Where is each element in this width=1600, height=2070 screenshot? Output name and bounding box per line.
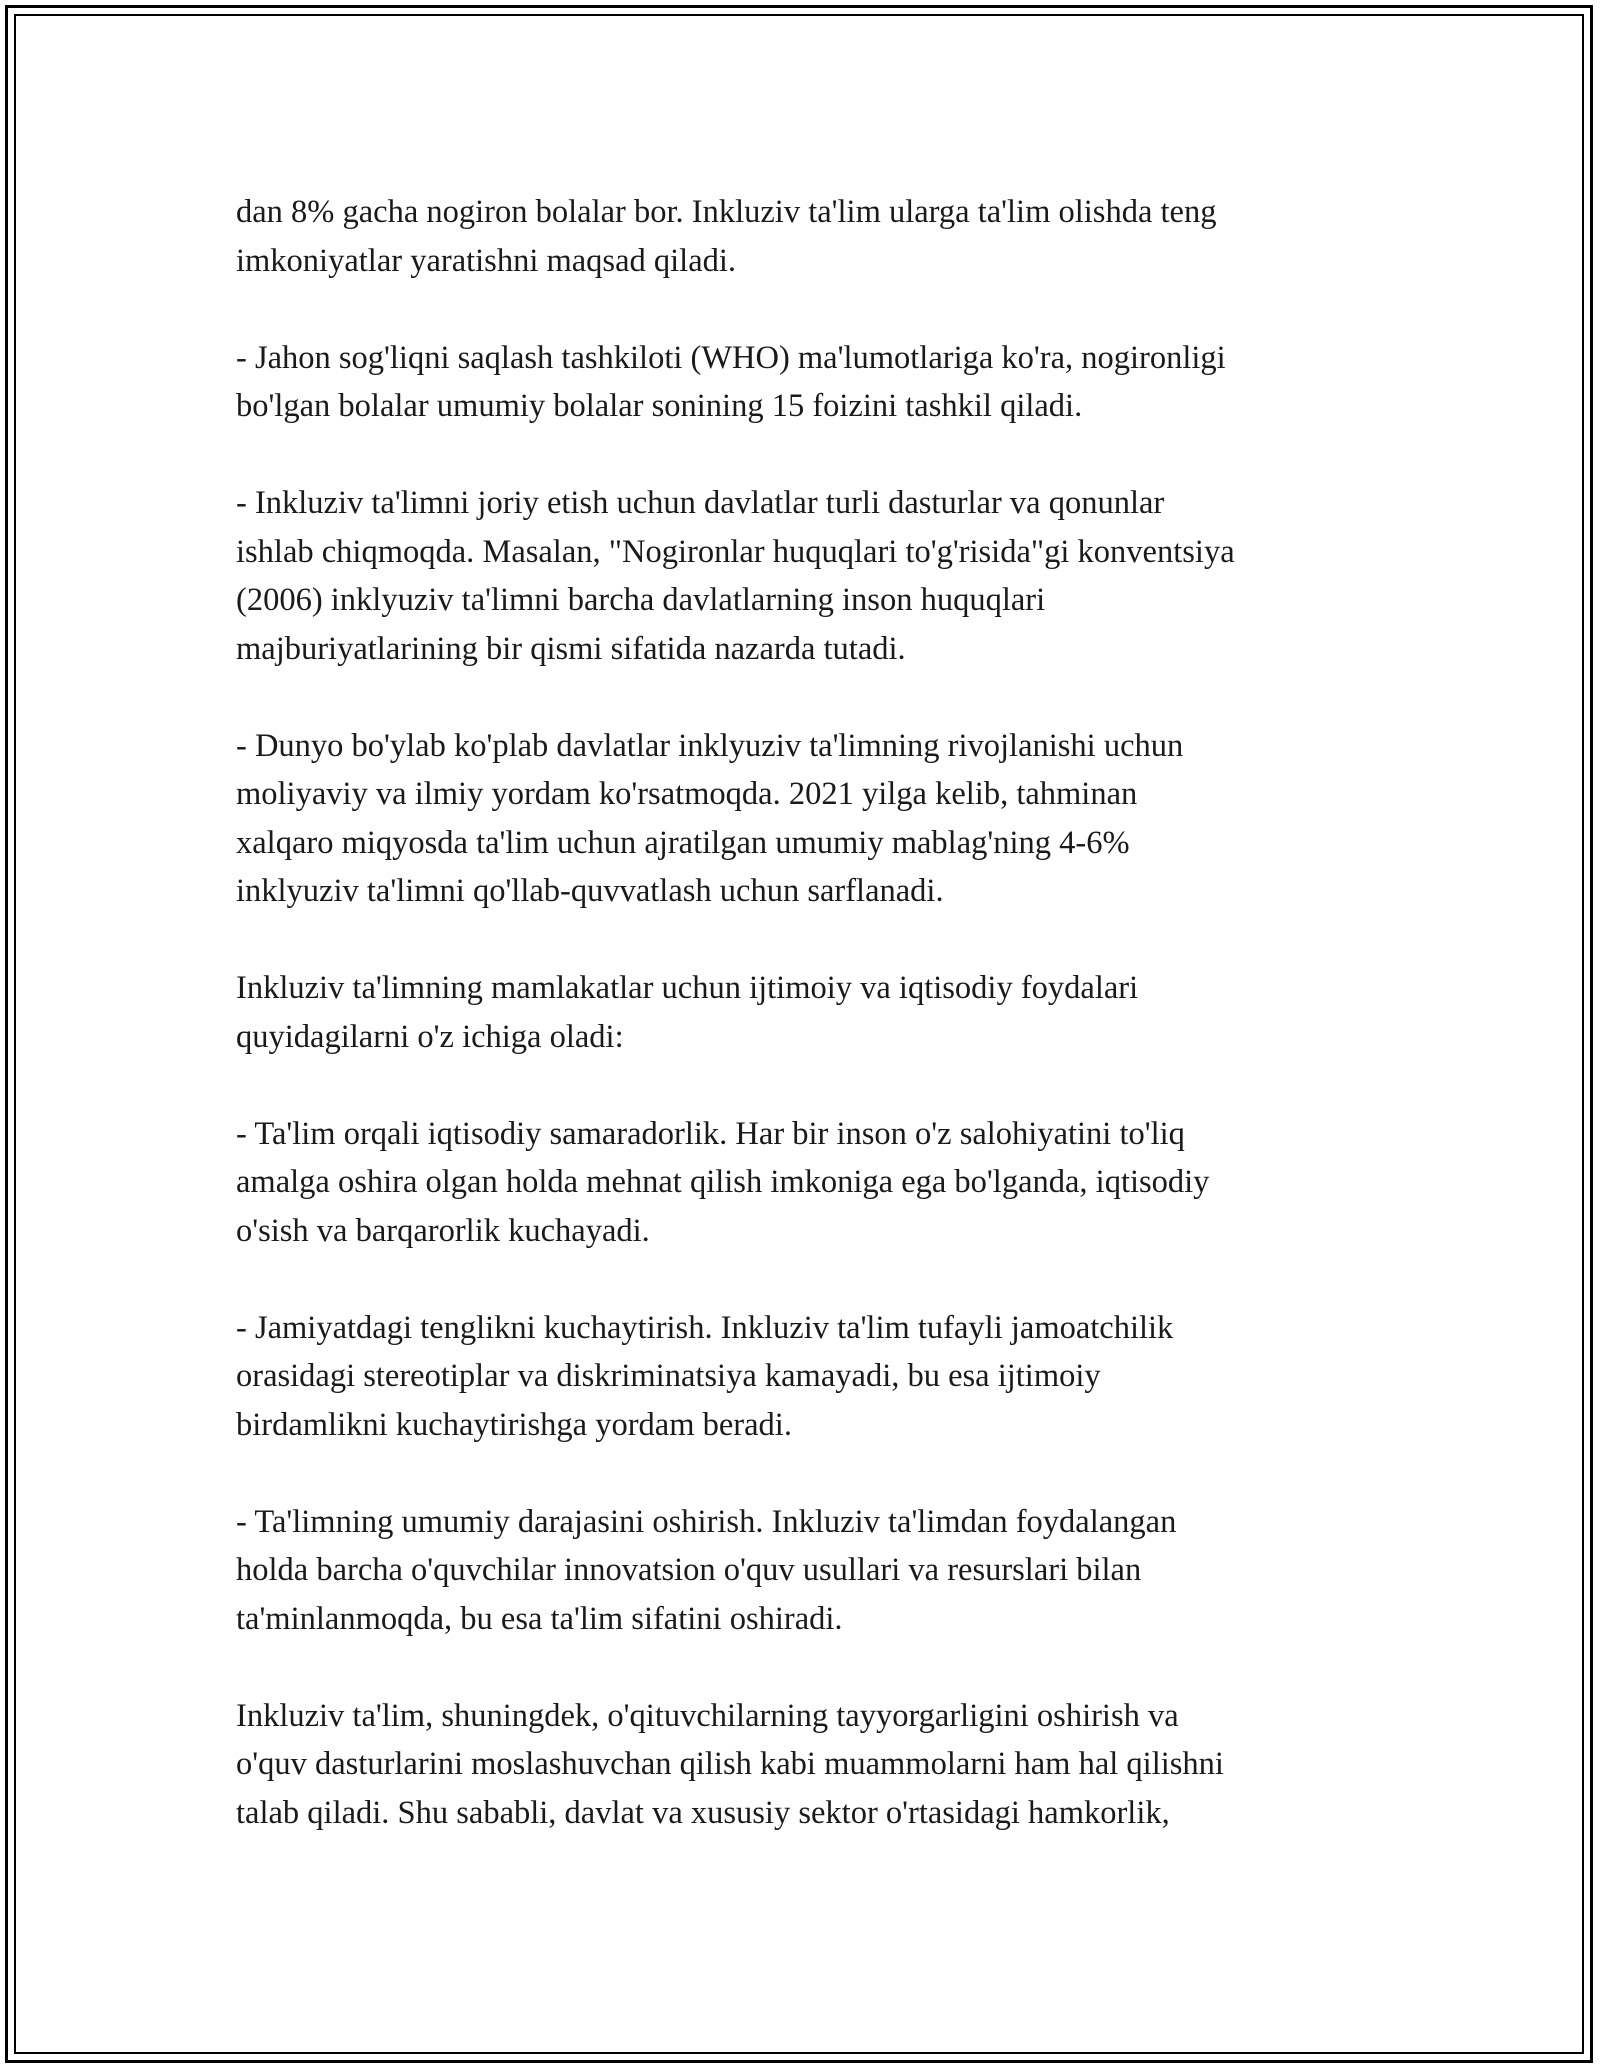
paragraph (236, 1498, 1376, 1644)
paragraph (236, 1110, 1376, 1256)
text-line: moliyaviy va ilmiy yordam ko'rsatmoqda. 2021 yilga kelib, tahminan (236, 776, 1138, 812)
text-line: - Ta'lim orqali iqtisodiy samaradorlik. Har bir inson o'z salohiyatini to'liq (236, 1115, 1185, 1152)
paragraph (236, 1304, 1376, 1450)
text-line: Inkluziv ta'lim, shuningdek, o'qituvchilarning tayyorgarligini oshirish va (236, 1697, 1179, 1734)
document-body (236, 188, 1376, 1837)
text-line: birdamlikni kuchaytirishga yordam beradi. (236, 1406, 792, 1443)
text-line: - Ta'limning umumiy darajasini oshirish. Inkluziv ta'limdan foydalangan (236, 1503, 1177, 1540)
text-line: holda barcha o'quvchilar innovatsion o'quv usullari va resurslari bilan (236, 1552, 1142, 1588)
text-line: - Jahon sog'liqni saqlash tashkiloti (WHO) ma'lumotlariga ko'ra, nogironligi (236, 339, 1226, 376)
text-line: - Inkluziv ta'limni joriy etish uchun davlatlar turli dasturlar va qonunlar (236, 485, 1165, 521)
paragraph (236, 334, 1376, 431)
text-line: quyidagilarni o'z ichiga oladi: (236, 1018, 624, 1055)
text-line: bo'lgan bolalar umumiy bolalar sonining 15 foizini tashkil qiladi. (236, 388, 1083, 424)
text-line: majburiyatlarining bir qismi sifatida nazarda tutadi. (236, 630, 906, 667)
text-line: dan 8% gacha nogiron bolalar bor. Inkluziv ta'lim ularga ta'lim olishda teng (236, 194, 1217, 230)
paragraph (236, 964, 1376, 1061)
paragraph (236, 188, 1376, 285)
text-line: - Jamiyatdagi tenglikni kuchaytirish. Inkluziv ta'lim tufayli jamoatchilik (236, 1309, 1174, 1346)
paragraph (236, 1692, 1376, 1838)
text-line: Inkluziv ta'limning mamlakatlar uchun ijtimoiy va iqtisodiy foydalari (236, 970, 1139, 1006)
text-line: o'sish va barqarorlik kuchayadi. (236, 1212, 650, 1249)
text-line: orasidagi stereotiplar va diskriminatsiya kamayadi, bu esa ijtimoiy (236, 1358, 1101, 1394)
paragraph (236, 722, 1376, 916)
text-line: xalqaro miqyosda ta'lim uchun ajratilgan umumiy mablag'ning 4-6% (236, 824, 1130, 861)
text-line: inklyuziv ta'limni qo'llab-quvvatlash uchun sarflanadi. (236, 873, 944, 909)
text-line: talab qiladi. Shu sababli, davlat va xususiy sektor o'rtasidagi hamkorlik, (236, 1794, 1170, 1831)
text-line: (2006) inklyuziv ta'limni barcha davlatlarning inson huquqlari (236, 582, 1046, 618)
text-line: o'quv dasturlarini moslashuvchan qilish kabi muammolarni ham hal qilishni (236, 1746, 1224, 1782)
text-line: ishlab chiqmoqda. Masalan, "Nogironlar huquqlari to'g'risida"gi konventsiya (236, 533, 1235, 570)
paragraph (236, 479, 1376, 673)
text-line: ta'minlanmoqda, bu esa ta'lim sifatini oshiradi. (236, 1600, 843, 1637)
text-line: imkoniyatlar yaratishni maqsad qiladi. (236, 242, 737, 279)
text-line: amalga oshira olgan holda mehnat qilish imkoniga ega bo'lganda, iqtisodiy (236, 1164, 1210, 1200)
text-line: - Dunyo bo'ylab ko'plab davlatlar inklyuziv ta'limning rivojlanishi uchun (236, 727, 1184, 764)
